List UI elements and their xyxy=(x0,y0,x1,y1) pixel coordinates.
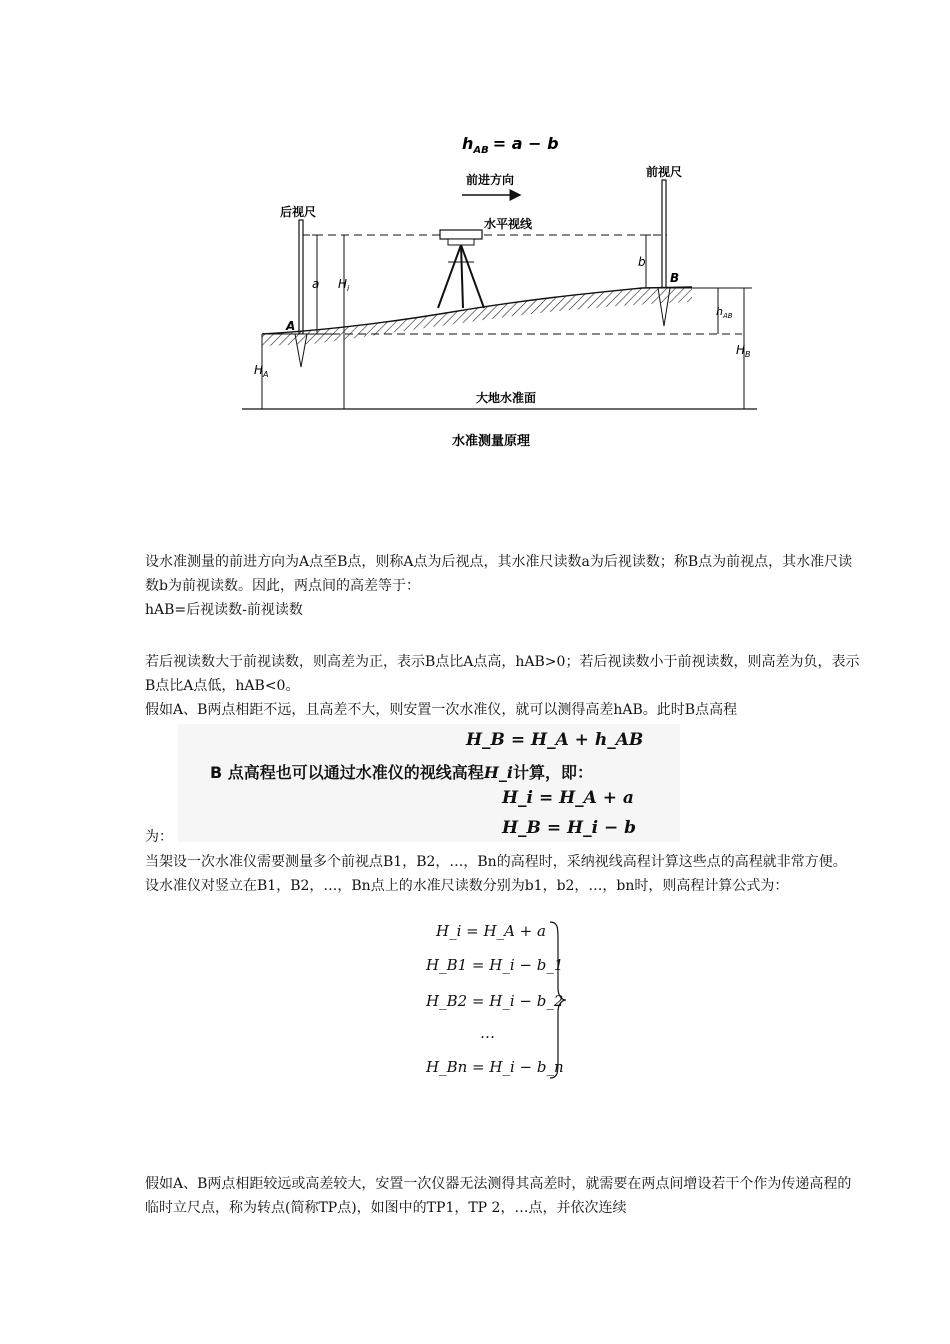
paragraph-1-formula: hAB=后视读数-前视读数 xyxy=(145,602,303,618)
formula-system xyxy=(420,918,570,1078)
reading-b-label: b xyxy=(638,255,646,269)
formula-block xyxy=(178,724,680,842)
paragraph-4: 当架设一次水准仪需要测量多个前视点B1，B2，…，Bn的高程时，采纳视线高程计算这些点的高程就非常方便。设水准仪对竖立在B1，B2，…，Bn点上的水准尺读数分别为b1，b2，…，bn时，则高程计算公式为： xyxy=(145,854,847,894)
point-b-label: B xyxy=(670,271,680,285)
sight-line-label: 水平视线 xyxy=(484,217,533,231)
reading-a-label: a xyxy=(312,277,320,291)
leveling-diagram xyxy=(222,122,762,462)
label-ha: $H_A$ xyxy=(254,363,269,379)
formula-hb: H_B = H_A + h_AB xyxy=(466,730,644,750)
system-line-4: … xyxy=(480,1024,495,1042)
front-staff xyxy=(662,180,666,292)
figure-caption: 水准测量原理 xyxy=(452,434,531,449)
point-a-label: A xyxy=(286,319,296,333)
paragraph-5: 假如A、B两点相距较远或高差较大，安置一次仪器无法测得其高差时，就需要在两点间增设若干个作为传递高程的临时立尺点，称为转点(简称TP点)，如图中的TP1，TP 2，…点，并依次连续 xyxy=(145,1176,852,1216)
figure-formula: $h_{AB} = a - b$ xyxy=(462,134,559,156)
system-line-2: H_B1 = H_i − b_1 xyxy=(426,956,564,974)
formula-hb-from-hi: H_B = H_i − b xyxy=(502,818,636,838)
paragraph-1: 设水准测量的前进方向为A点至B点，则称A点为后视点，其水准尺读数a为后视读数；称B点为前视点，其水准尺读数b为前视读数。因此，两点间的高差等于： xyxy=(145,554,853,594)
back-staff-label: 后视尺 xyxy=(280,205,317,219)
level-instrument xyxy=(440,230,482,239)
back-staff xyxy=(299,220,303,334)
system-line-5: H_Bn = H_i − b_n xyxy=(426,1058,564,1076)
paragraph-3-tail: 为： xyxy=(145,829,173,845)
formula-hi: H_i = H_A + a xyxy=(502,788,634,808)
paragraph-3: 假如A、B两点相距不远，且高差不大，则安置一次水准仪，就可以测得高差hAB。此时B点高程 xyxy=(145,702,738,718)
system-line-1: H_i = H_A + a xyxy=(436,922,546,940)
ground-hatch xyxy=(262,287,692,346)
label-hab: $h_{AB}$ xyxy=(716,305,733,320)
direction-label: 前进方向 xyxy=(466,173,515,187)
datum-label: 大地水准面 xyxy=(476,391,537,405)
label-hi: $H_i$ xyxy=(338,277,350,293)
system-brace xyxy=(548,920,568,1080)
formula-sentence: B 点高程也可以通过水准仪的视线高程H_i计算，即： xyxy=(210,763,593,782)
system-line-3: H_B2 = H_i − b_2 xyxy=(426,992,564,1010)
front-staff-label: 前视尺 xyxy=(646,165,683,179)
paragraph-2: 若后视读数大于前视读数，则高差为正，表示B点比A点高，hAB>0；若后视读数小于前视读数，则高差为负，表示B点比A点低，hAB<0。 xyxy=(145,654,860,694)
label-hb: $H_B$ xyxy=(736,343,751,359)
